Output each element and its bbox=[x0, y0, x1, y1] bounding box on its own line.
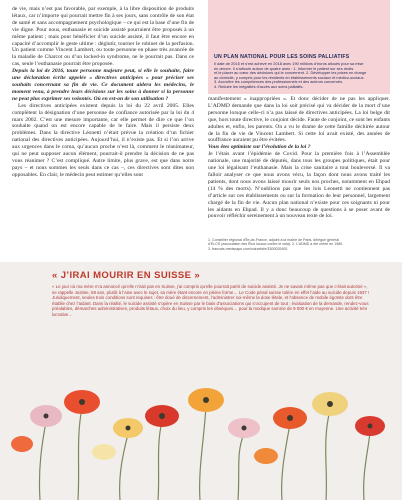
plan-box-line: Il date de 2015 et s’est achevé en 2018 avec 190 millions d’euros alloués pour sa mise bbox=[214, 61, 364, 66]
article-left-column bbox=[12, 6, 194, 179]
palliative-plan-box bbox=[208, 0, 390, 94]
article-right-column bbox=[208, 96, 390, 220]
article-paragraph: Je l’étais avant l’épidémie de Covid. Pour la première fois à l’Assemblée nationale, une majorité de députés, dans tous les groupes politiques, était pour une loi légalisant l’euthanasie. Mais la crise sanitaire a tout bouleversé. Il va falloir analyser ce que nous avons vécu, la façon dont nous avons traité les patients, dont nous avons laissé mourir seuls nos proches, notamment en Ehpad (14 % des morts). N’oublions pas que les lois Leonetti ne contiennent pas d’article sur ces établissements ou sur la formation de leur personnel, largement chargé de la fin de vie. Aucun plan national n’existe pour ces soignants ni pour les aidants en Ehpad. Il y a donc beaucoup de questions à se poser avant de pouvoir réfléchir sereinement à un nouveau texte de loi. bbox=[208, 151, 390, 220]
suisse-title: « J’IRAI MOURIR EN SUISSE » bbox=[52, 270, 201, 281]
plan-box-list bbox=[214, 62, 384, 90]
poppy-flowers-illustration bbox=[0, 348, 402, 500]
footnotes bbox=[208, 238, 390, 251]
article-paragraph: de vie, mais n’est pas favorable, par exemple, à la libre disposition de produits létaux, car n’importe qui pourrait mettre fin à ses jours, sans contrôle de son état de santé et sans accompagnement psychologique – ce qui est la base d’une fin de vie digne. Pour nous, euthanasie et suicide assisté pourraient être proposés à un même patient ; mais pour bénéficier d’un suicide assisté, il faut être encore en capacité d’accomplir le geste ultime : déglutir, tourner le robinet de la perfusion. Un patient comme Vincent Lambert, ou toute personne en phase très avancée de la maladie de Charcot ou d’un locked-in syndrome, ne le pourrait pas. Dans ce cas, seule l’euthanasie pourrait être proposée. bbox=[12, 6, 194, 68]
interview-question: Vous êtes optimiste sur l’évolution de la loi ? bbox=[208, 144, 311, 151]
article-paragraph: manifestement « inappropriées ». Et donc décider de ne pas les appliquer. L’ADMD demande que dans la loi soit précisé qui va décider de la mort d’une personne lorsque celle-ci n’a pas laissé de directives anticipées. La loi belge dit que, hors toute directive, le conjoint décide. Faute de conjoint, ce sont les enfants adultes et, enfin, les parents. On a vu le drame de cette famille déchirée autour de la fin de vie de Vincent Lambert. Si cette loi avait existé, des années de souffrance auraient pu être évitées. bbox=[208, 96, 390, 144]
footnote-line: 3. francais.medscape.com/voirarticle/3300020400. bbox=[208, 246, 289, 251]
plan-box-line: en œuvre. Il s’articule autour de quatre axes : 1. Informer le patient sur ses droits bbox=[214, 65, 354, 71]
footnote-line: 1. Conseiller régional d’Île-de-France, adjoint à la mairie de Paris, délégué général bbox=[208, 238, 340, 242]
plan-box-line: 3. Accroître les compétences des professionnels et des acteurs concernés. bbox=[214, 79, 344, 85]
article-paragraph: Les directives anticipées existent depuis la loi du 22 avril 2005. Elles complètent la désignation d’une personne de confiance autorisée par la loi du 4 mars 2002. C’est une mesure importante, car elle permet de dire ce que l’on souhaite quand on est encore capable de le faire. Mais il persiste deux problèmes. Dans la directive Léonetti n’était prévue la création d’un fichier national des directives anticipées. Aujourd’hui, il n’existe pas. Et si l’on arrive aux urgences dans le coma, qu’aucun proche n’est là, comment le réanimateur, qui ne peut supposer aucun élément, pourrait-il prendre la décision de ne pas vous réanimer ? C’est compliqué. Autre limite, plus grave, est que dans notre pays – et nous sommes les seuls dans ce cas –, ces directives sont dites non opposables. En clair, le médecin peut estimer qu’elles sont bbox=[12, 102, 194, 178]
plan-box-line: et le placer au cœur des décisions qui le concernent. 2. Développer les prises en charge bbox=[214, 70, 367, 76]
plan-box-line: au domicile, y compris pour les résidents en établissements sociaux et médico-sociaux. bbox=[214, 74, 365, 80]
plan-box-title: UN PLAN NATIONAL POUR LES SOINS PALLIATIFS bbox=[214, 54, 350, 60]
footnote-line: d’ELCS (association des Élus locaux contre le sida). 2. L’ADMD a été créée en 1980. bbox=[208, 242, 344, 247]
interview-question: Depuis la loi de 2016, toute personne majeure peut, si elle le souhaite, faire une déclaration écrite appelée « directives anticipées » pour préciser ses souhaits concernant sa fin de vie. Ce document aidera les médecins, le moment venu, à prendre leurs décisions sur les soins à donner si la personne ne peut plus exprimer ses volontés. Où en est-on de son utilisation ? bbox=[12, 68, 194, 102]
suisse-text: « Le jour où ma mère m’a annoncé qu’elle n’irait pas en Suisse, j’ai compris qu’elle pourrait partir de suicide assisté. Je ne savais même pas que c’était autorisé », se rappelle Justine, 58 ans, plutôt à l’aise avec le sujet, sa mère étant encore en pleine forme… Le Code pénal suisse tolère en effet l’aide au suicide depuis 1937 ! Juridiquement, seules trois conditions sont requises : être doué de discernement, l’administrer soi-même la dose létale, et l’absence de mobile égoïste dont être établie chez l’aidant. Dans la réalité, le suicide assisté s’opère en Suisse par le biais d’associations qui s’occupent de tout : évaluation de la demande, rendez-vous préalables, démarches administratives, produits létaux, choix du lieu, y compris les obsèques… pour la modique somme de 9 000 € en moyenne. Une activité très lucrative… bbox=[52, 284, 370, 317]
plan-box-line: 4. Réduire les inégalités d’accès aux soins palliatifs. bbox=[214, 83, 304, 89]
suisse-sidebar bbox=[0, 262, 402, 500]
